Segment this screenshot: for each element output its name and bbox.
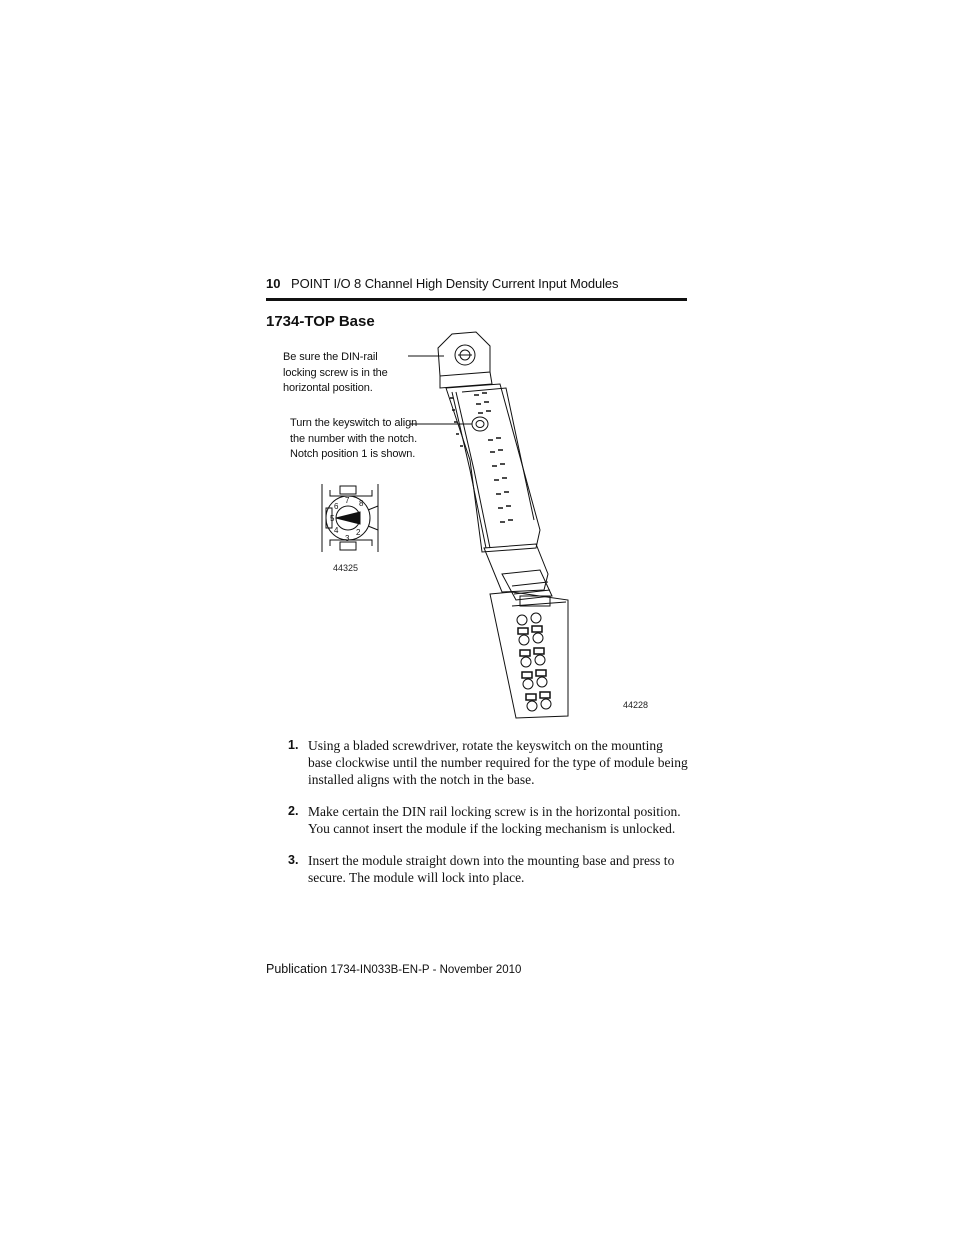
section-title: 1734-TOP Base [266, 313, 375, 330]
step-number: 3. [288, 853, 299, 867]
step-text: Make certain the DIN rail locking screw is in the horizontal position. You cannot insert the module if the locking mechanism is unlocked. [308, 804, 681, 836]
running-title: POINT I/O 8 Channel High Density Current Input Modules [291, 276, 619, 291]
callout-keyswitch: Turn the keyswitch to align the number with the notch. Notch position 1 is shown. [290, 417, 418, 460]
step-number: 1. [288, 738, 299, 752]
step-text: Insert the module straight down into the mounting base and press to secure. The module will lock into place. [308, 853, 675, 885]
step-item [288, 803, 688, 837]
svg-text:7: 7 [345, 496, 350, 505]
callout-locking-screw: Be sure the DIN-rail locking screw is in the horizontal position. [283, 351, 388, 394]
svg-text:5: 5 [330, 514, 335, 523]
svg-text:3: 3 [345, 534, 350, 543]
page-number: 10 [266, 276, 281, 291]
procedure-steps [288, 737, 688, 901]
publication-id: 1734-IN033B-EN-P - November 2010 [330, 964, 522, 976]
base-illustration [438, 332, 568, 718]
step-item [288, 737, 688, 788]
publication-label: Publication [266, 962, 328, 976]
svg-text:8: 8 [359, 499, 364, 508]
svg-text:2: 2 [356, 528, 361, 537]
svg-text:6: 6 [334, 502, 339, 511]
step-number: 2. [288, 804, 299, 818]
step-item [288, 852, 688, 886]
main-figure-number: 44228 [623, 700, 649, 710]
svg-text:4: 4 [334, 526, 339, 535]
page-footer [266, 962, 521, 976]
step-text: Using a bladed screwdriver, rotate the keyswitch on the mounting base clockwise until the number required for the type of module being installed aligns with the notch in the base. [308, 738, 688, 787]
inset-figure-number: 44325 [333, 563, 359, 573]
